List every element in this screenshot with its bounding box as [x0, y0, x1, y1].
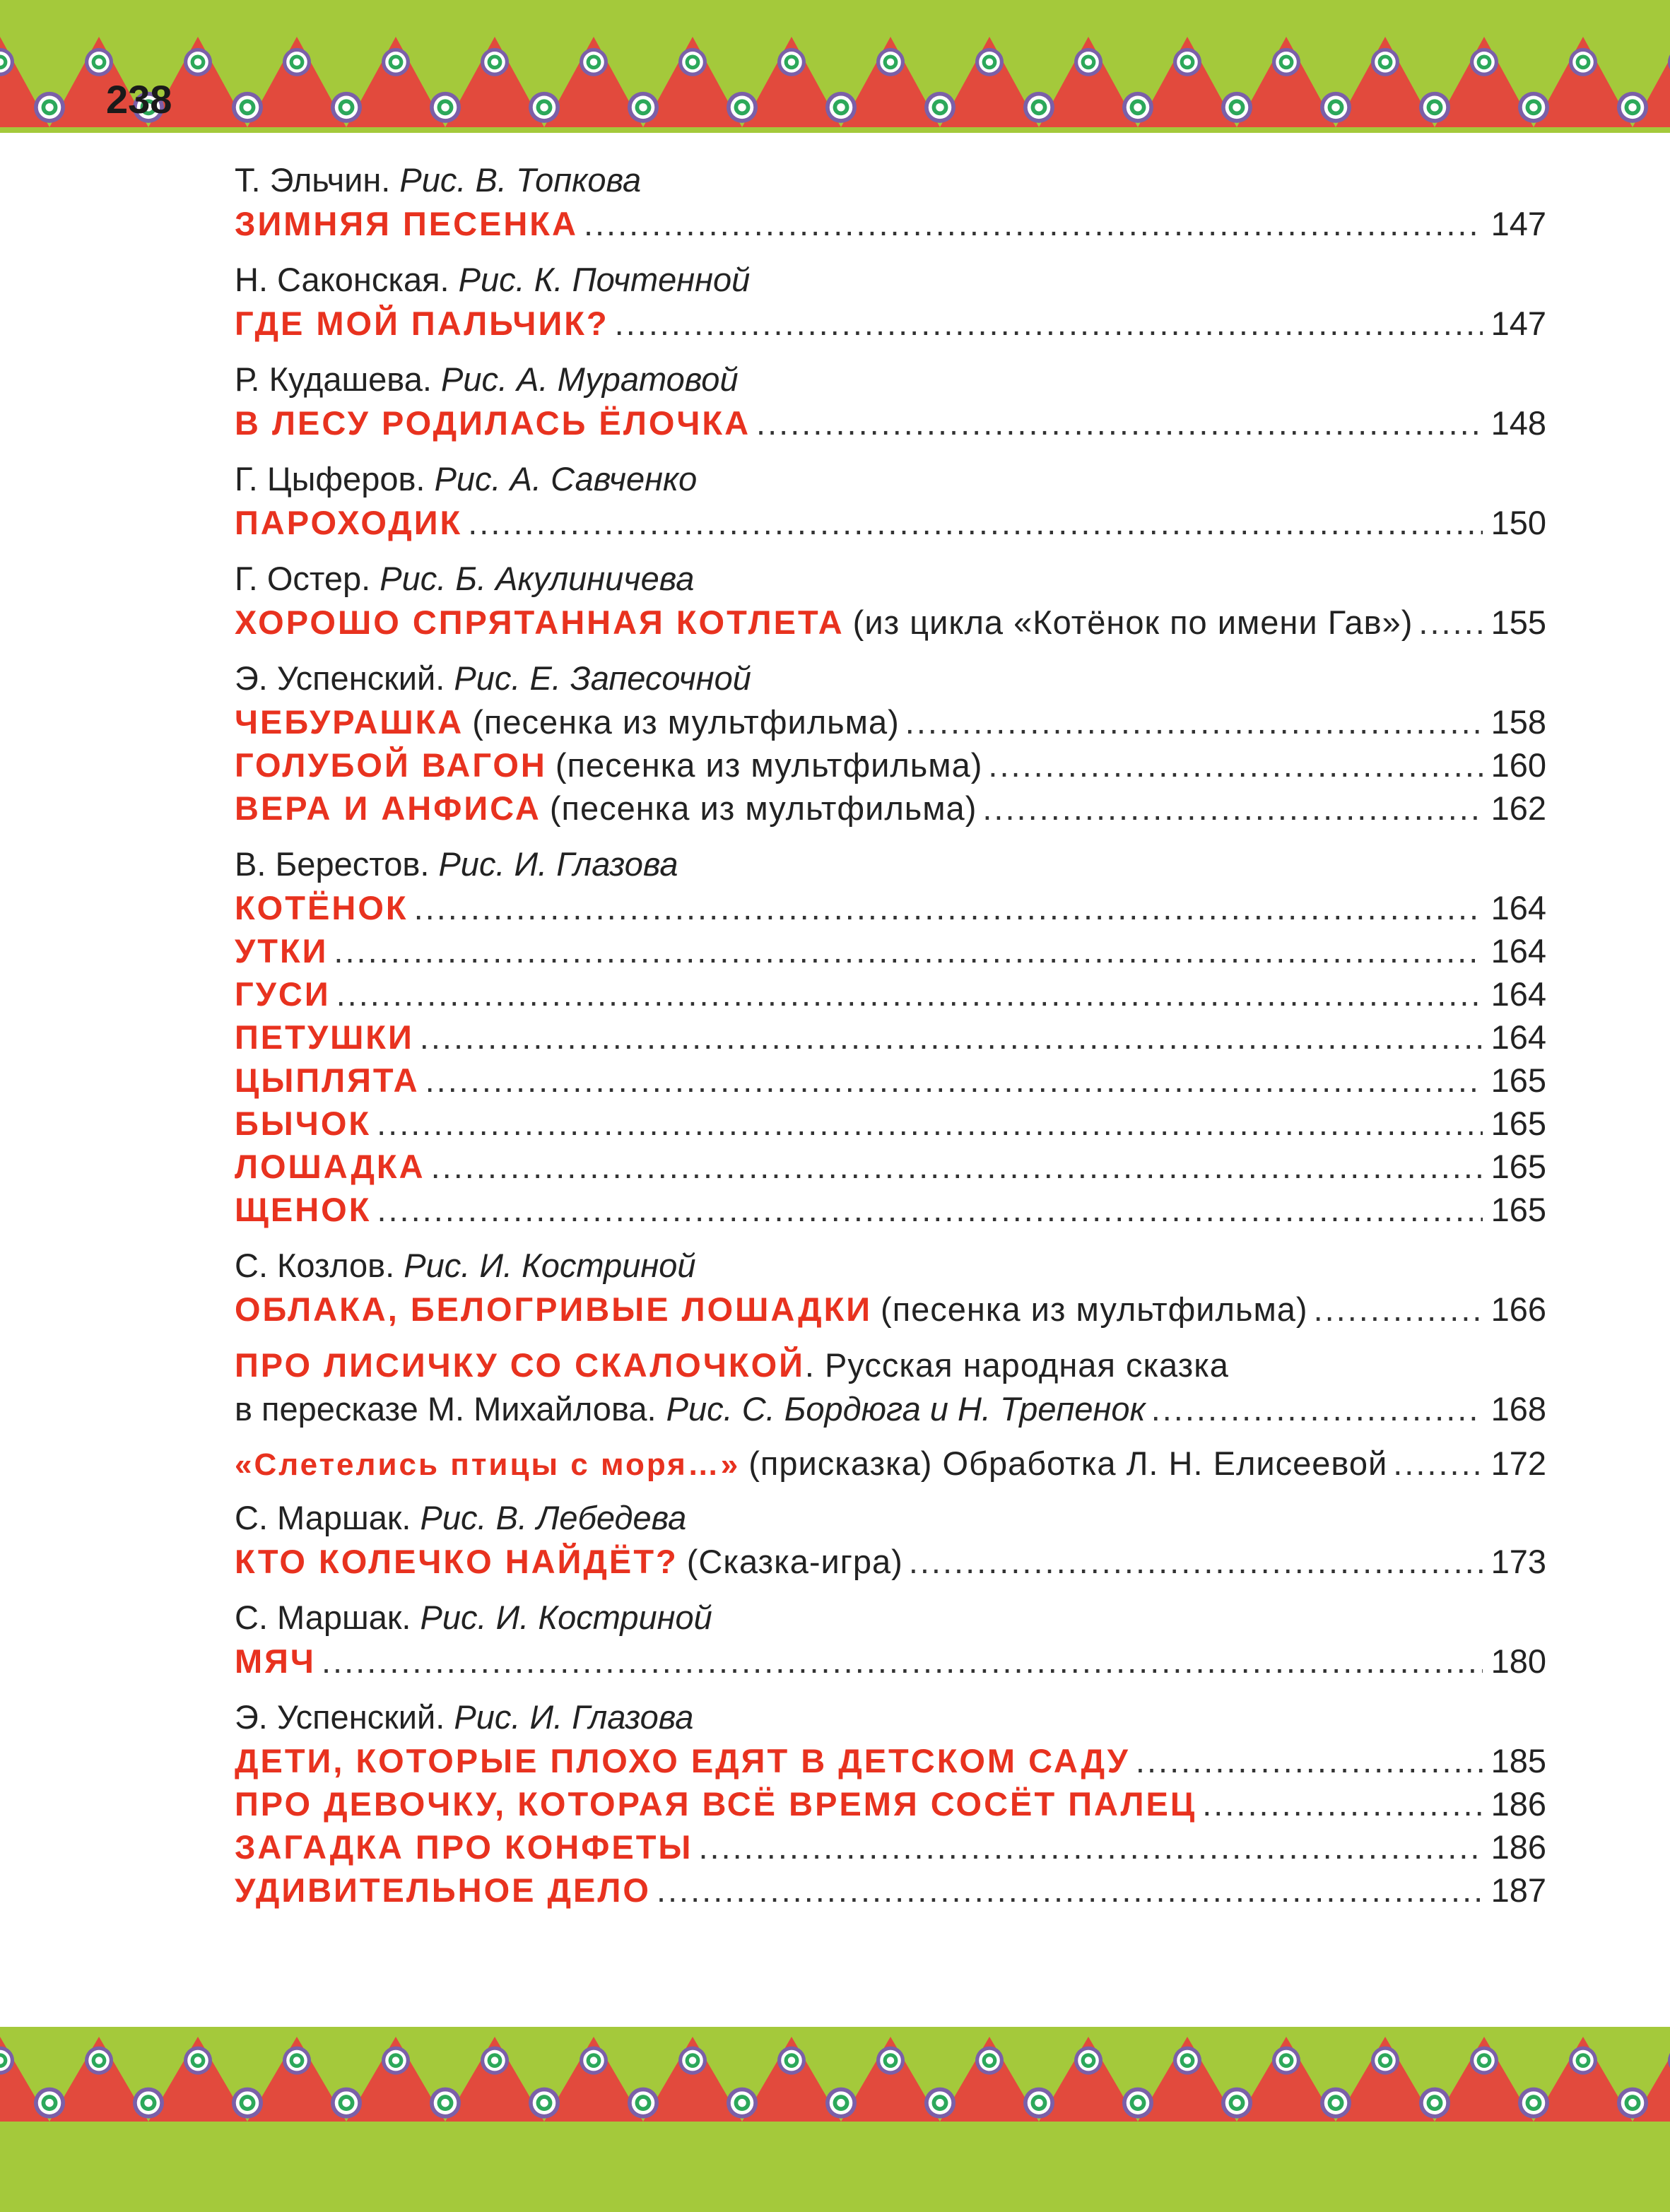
entry-page: 172 — [1490, 1445, 1546, 1482]
ornament-ring — [1371, 48, 1399, 76]
retelling-credit: в пересказе М. Михайлова. — [235, 1390, 657, 1428]
toc-entry[interactable] — [235, 601, 1546, 644]
toc-entry[interactable] — [235, 743, 1546, 787]
entry-page: 155 — [1490, 604, 1546, 641]
entry-title: ЗАГАДКА ПРО КОНФЕТЫ — [235, 1828, 693, 1866]
ornament-ring — [34, 92, 65, 123]
ornament-ring — [1074, 2047, 1102, 2075]
ornament-ring — [1320, 92, 1351, 123]
entry-page: 162 — [1490, 789, 1546, 827]
toc-entry[interactable] — [235, 1540, 1546, 1583]
entry-page: 186 — [1490, 1785, 1546, 1823]
dot-leader — [468, 501, 1483, 544]
entry-title: ГДЕ МОЙ ПАЛЬЧИК? — [235, 305, 609, 342]
ornament-ring — [1518, 2088, 1549, 2119]
ornament-ring — [1470, 48, 1498, 76]
ornament-ring — [580, 48, 608, 76]
toc-entry[interactable] — [235, 1640, 1546, 1683]
dot-leader — [431, 1145, 1483, 1188]
dot-leader — [322, 1640, 1483, 1683]
ornament-ring — [1470, 2047, 1498, 2075]
toc-entry[interactable] — [235, 1188, 1546, 1231]
ornament-ring — [924, 92, 955, 123]
entry-title: В ЛЕСУ РОДИЛАСЬ ЁЛОЧКА — [235, 404, 751, 442]
ornament-ring — [1272, 48, 1300, 76]
dot-leader — [334, 929, 1483, 972]
entry-title: ВЕРА И АНФИСА — [235, 789, 541, 827]
ornament-ring — [481, 2047, 509, 2075]
toc-entry[interactable] — [235, 1288, 1546, 1331]
ornament-ring — [924, 2088, 955, 2119]
author-credit — [235, 358, 1546, 401]
dot-leader — [1136, 1739, 1483, 1782]
entry-title: БЫЧОК — [235, 1105, 372, 1142]
dot-leader — [1393, 1441, 1483, 1486]
entry-title: ЩЕНОК — [235, 1191, 372, 1228]
illustrator-name: Рис. В. Лебедева — [420, 1499, 687, 1536]
entry-title: ПАРОХОДИК — [235, 504, 463, 541]
entry-note: (песенка из мультфильма) — [549, 789, 977, 827]
entry-page: 164 — [1490, 889, 1546, 926]
dot-leader — [377, 1102, 1483, 1145]
ornament-ring — [678, 48, 707, 76]
entry-title: ЦЫПЛЯТА — [235, 1061, 420, 1099]
toc-entry[interactable] — [235, 1102, 1546, 1145]
ornament-ring — [331, 92, 362, 123]
ornament-ring — [1173, 48, 1201, 76]
ornament-ring — [777, 48, 806, 76]
entry-page: 147 — [1490, 305, 1546, 342]
entry-title: «Слетелись птицы с моря…» — [235, 1447, 741, 1482]
author-credit — [235, 258, 1546, 302]
ornament-ring — [1419, 92, 1450, 123]
entry-subtitle: . Русская народная сказка — [804, 1346, 1229, 1384]
ornament-ring — [184, 2047, 212, 2075]
toc-entry[interactable] — [235, 1825, 1546, 1869]
author-name: В. Берестов. — [235, 845, 430, 883]
ornament-ring — [133, 2088, 164, 2119]
illustrator-name: Рис. И. Глазова — [438, 845, 678, 883]
bottom-ornament-border — [0, 2027, 1670, 2212]
author-credit — [235, 457, 1546, 501]
ornament-ring — [85, 2047, 113, 2075]
toc-entry[interactable] — [235, 501, 1546, 544]
ornament-ring — [1173, 2047, 1201, 2075]
entry-note: (песенка из мультфильма) — [472, 703, 900, 741]
ornament-ring — [876, 2047, 905, 2075]
entry-page: 164 — [1490, 1018, 1546, 1056]
ornament-ring — [727, 2088, 758, 2119]
entry-page: 165 — [1490, 1105, 1546, 1142]
entry-page: 185 — [1490, 1742, 1546, 1779]
entry-page: 187 — [1490, 1871, 1546, 1909]
entry-title: МЯЧ — [235, 1642, 316, 1680]
page-number: 238 — [106, 77, 172, 122]
entry-title: ЛОШАДКА — [235, 1148, 425, 1185]
entry-page: 186 — [1490, 1828, 1546, 1866]
table-of-contents — [235, 158, 1546, 1912]
entry-page: 173 — [1490, 1543, 1546, 1580]
entry-title: КОТЁНОК — [235, 889, 408, 926]
entry-page: 166 — [1490, 1290, 1546, 1328]
entry-note: (песенка из мультфильма) — [881, 1290, 1308, 1328]
ornament-ring — [1518, 92, 1549, 123]
ornament-ring — [1074, 48, 1102, 76]
entry-page: 165 — [1490, 1148, 1546, 1185]
entry-note: (песенка из мультфильма) — [555, 746, 983, 784]
dot-leader — [420, 1016, 1483, 1059]
ornament-ring — [628, 92, 659, 123]
dot-leader — [414, 886, 1483, 929]
illustrator-credit: Рис. С. Бордюга и Н. Трепенок — [666, 1390, 1146, 1428]
illustrator-name: Рис. Е. Запесочной — [454, 659, 751, 697]
author-name: Э. Успенский. — [235, 659, 445, 697]
ornament-ring — [1023, 2088, 1054, 2119]
entry-page: 168 — [1490, 1390, 1546, 1428]
ornament-ring — [1617, 2088, 1648, 2119]
author-credit — [235, 1244, 1546, 1288]
ornament-ring — [382, 2047, 410, 2075]
toc-group-main — [235, 158, 1546, 1331]
illustrator-name: Рис. И. Костриной — [404, 1247, 696, 1284]
dot-leader — [1151, 1387, 1483, 1431]
entry-title: ДЕТИ, КОТОРЫЕ ПЛОХО ЕДЯТ В ДЕТСКОМ САДУ — [235, 1742, 1130, 1779]
toc-entry[interactable] — [235, 401, 1546, 445]
entry-title: УДИВИТЕЛЬНОЕ ДЕЛО — [235, 1871, 651, 1909]
entry-title: ХОРОШО СПРЯТАННАЯ КОТЛЕТА — [235, 604, 845, 641]
author-name: Э. Успенский. — [235, 1698, 445, 1736]
toc-entry[interactable] — [235, 700, 1546, 743]
author-name: Н. Саконская. — [235, 261, 449, 298]
dot-leader — [425, 1059, 1483, 1102]
entry-title: ОБЛАКА, БЕЛОГРИВЫЕ ЛОШАДКИ — [235, 1290, 873, 1328]
author-name: С. Козлов. — [235, 1247, 395, 1284]
ornament-ring — [975, 2047, 1004, 2075]
entry-title: ПЕТУШКИ — [235, 1018, 414, 1056]
ornament-ring — [1371, 2047, 1399, 2075]
author-credit — [235, 158, 1546, 202]
entry-title: ПРО ЛИСИЧКУ СО СКАЛОЧКОЙ — [235, 1346, 805, 1384]
entry-page: 165 — [1490, 1061, 1546, 1099]
dot-leader — [988, 743, 1483, 787]
illustrator-name: Рис. В. Топкова — [399, 161, 642, 199]
ornament-ring — [529, 2088, 560, 2119]
dot-leader — [909, 1540, 1483, 1583]
entry-page: 164 — [1490, 932, 1546, 970]
ornament-ring — [481, 48, 509, 76]
author-credit — [235, 557, 1546, 601]
author-name: Р. Кудашева. — [235, 360, 432, 398]
entry-page: 180 — [1490, 1642, 1546, 1680]
dot-leader — [336, 972, 1483, 1016]
dot-leader — [905, 700, 1483, 743]
illustrator-name: Рис. А. Савченко — [434, 460, 698, 498]
entry-title: ПРО ДЕВОЧКУ, КОТОРАЯ ВСЁ ВРЕМЯ СОСЁТ ПАЛЕЦ — [235, 1785, 1197, 1823]
author-credit — [235, 1695, 1546, 1739]
top-ornament-border — [0, 0, 1670, 133]
ornament-ring — [232, 2088, 263, 2119]
author-credit — [235, 842, 1546, 886]
dot-leader — [698, 1825, 1483, 1869]
toc-entry[interactable] — [235, 1145, 1546, 1188]
ornament-ring — [825, 2088, 857, 2119]
dot-leader — [756, 401, 1483, 445]
ornament-ring — [1569, 2047, 1597, 2075]
ornament-ring — [628, 2088, 659, 2119]
illustrator-name: Рис. Б. Акулиничева — [380, 560, 695, 597]
entry-page: 158 — [1490, 703, 1546, 741]
ornament-ring — [975, 48, 1004, 76]
entry-title: ГОЛУБОЙ ВАГОН — [235, 746, 547, 784]
ornament-ring — [232, 92, 263, 123]
fairy-tale-entry[interactable] — [235, 1343, 1546, 1431]
dot-leader — [377, 1188, 1483, 1231]
dot-leader — [1418, 601, 1483, 644]
ornament-ring — [1122, 2088, 1153, 2119]
entry-title: КТО КОЛЕЧКО НАЙДЁТ? — [235, 1543, 678, 1580]
ornament-ring — [1122, 92, 1153, 123]
dot-leader — [1202, 1782, 1483, 1825]
ornament-ring — [184, 48, 212, 76]
toc-entry[interactable] — [235, 1016, 1546, 1059]
author-name: Г. Цыферов. — [235, 460, 425, 498]
illustrator-name: Рис. И. Костриной — [420, 1599, 712, 1636]
entry-note: (присказка) Обработка Л. Н. Елисеевой — [748, 1445, 1388, 1482]
ornament-ring — [430, 2088, 461, 2119]
entry-title: ЗИМНЯЯ ПЕСЕНКА — [235, 205, 578, 242]
ornament-ring — [1221, 2088, 1252, 2119]
illustrator-name: Рис. К. Почтенной — [458, 261, 751, 298]
ornament-ring — [580, 2047, 608, 2075]
toc-entry[interactable] — [235, 787, 1546, 830]
ornament-ring — [382, 48, 410, 76]
entry-page: 150 — [1490, 504, 1546, 541]
entry-page: 148 — [1490, 404, 1546, 442]
entry-note: (Сказка-игра) — [686, 1543, 903, 1580]
author-credit — [235, 657, 1546, 700]
ornament-ring — [331, 2088, 362, 2119]
ornament-ring — [1569, 48, 1597, 76]
ornament-ring — [34, 2088, 65, 2119]
illustrator-name: Рис. И. Глазова — [454, 1698, 694, 1736]
toc-entry[interactable] — [235, 1059, 1546, 1102]
saying-entry[interactable] — [235, 1441, 1546, 1486]
ornament-ring — [825, 92, 857, 123]
author-name: С. Маршак. — [235, 1499, 411, 1536]
dot-leader — [584, 202, 1483, 245]
ornament-ring — [1320, 2088, 1351, 2119]
toc-entry[interactable] — [235, 1739, 1546, 1782]
dot-leader — [615, 302, 1483, 345]
dot-leader — [982, 787, 1483, 830]
ornament-ring — [876, 48, 905, 76]
ornament-ring — [777, 2047, 806, 2075]
toc-entry[interactable] — [235, 302, 1546, 345]
entry-page: 160 — [1490, 746, 1546, 784]
entry-page: 164 — [1490, 975, 1546, 1013]
ornament-ring — [727, 92, 758, 123]
ornament-ring — [283, 48, 311, 76]
ornament-ring — [678, 2047, 707, 2075]
entry-title: УТКИ — [235, 932, 329, 970]
entry-title: ГУСИ — [235, 975, 331, 1013]
author-credit — [235, 1496, 1546, 1540]
illustrator-name: Рис. А. Муратовой — [441, 360, 739, 398]
ornament-ring — [1272, 2047, 1300, 2075]
toc-entry[interactable] — [235, 972, 1546, 1016]
ornament-ring — [283, 2047, 311, 2075]
author-name: С. Маршак. — [235, 1599, 411, 1636]
author-name: Г. Остер. — [235, 560, 371, 597]
entry-note: (из цикла «Котёнок по имени Гав») — [852, 604, 1413, 641]
author-credit — [235, 1596, 1546, 1640]
toc-entry[interactable] — [235, 1869, 1546, 1912]
entry-page: 147 — [1490, 205, 1546, 242]
toc-group-after — [235, 1496, 1546, 1912]
ornament-ring — [1023, 92, 1054, 123]
entry-title: ЧЕБУРАШКА — [235, 703, 464, 741]
ornament-ring — [1419, 2088, 1450, 2119]
ornament-ring — [85, 48, 113, 76]
dot-leader — [1314, 1288, 1483, 1331]
toc-entry[interactable] — [235, 886, 1546, 929]
entry-page: 165 — [1490, 1191, 1546, 1228]
ornament-ring — [1617, 92, 1648, 123]
toc-entry[interactable] — [235, 929, 1546, 972]
ornament-ring — [529, 92, 560, 123]
ornament-ring — [430, 92, 461, 123]
author-name: Т. Эльчин. — [235, 161, 391, 199]
toc-entry[interactable] — [235, 202, 1546, 245]
toc-entry[interactable] — [235, 1782, 1546, 1825]
ornament-ring — [1221, 92, 1252, 123]
dot-leader — [657, 1869, 1483, 1912]
